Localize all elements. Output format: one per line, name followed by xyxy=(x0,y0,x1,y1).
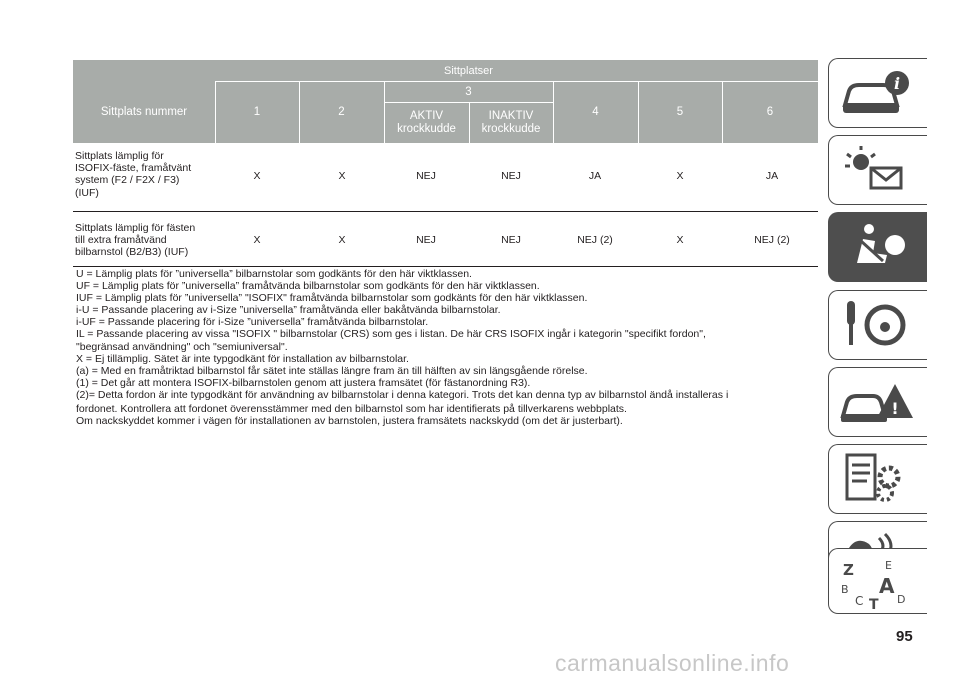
svg-text:T: T xyxy=(869,597,879,611)
alphabetical-index-icon xyxy=(839,555,919,611)
row-label xyxy=(75,222,220,259)
table-cell: NEJ xyxy=(416,234,436,246)
nav-tab-safety[interactable] xyxy=(828,212,927,282)
svg-text:A: A xyxy=(879,574,895,598)
col-header-3-inactive xyxy=(469,103,553,143)
row-divider xyxy=(73,266,818,267)
row-label-line: ISOFIX-fäste, framåtvänt xyxy=(75,162,192,175)
warning-light-message-icon xyxy=(839,142,919,198)
note-line: (a) = Med en framåtriktad bilbarnstol får sätet inte ställas längre fram än till hälften av sin längsgående rörelse. xyxy=(76,365,588,378)
note-line: (1) = Det går att montera ISOFIX-bilbarnstolen genom att justera framsätet (för fästanordning R3). xyxy=(76,377,531,390)
note-line: fordonet. Kontrollera att fordonet överensstämmer med den bilbarnstol som har identifierats på tillverkarens webbplats. xyxy=(76,402,627,415)
legend-notes xyxy=(76,269,821,428)
row-label-line: till extra framåtvänd xyxy=(75,234,167,247)
row-label-line: (IUF) xyxy=(75,186,99,199)
page-number: 95 xyxy=(896,628,913,645)
table-cell: JA xyxy=(588,170,602,182)
svg-text:C: C xyxy=(855,594,864,608)
table-cell: X xyxy=(253,170,261,182)
seat-airbag-safety-icon xyxy=(839,219,919,275)
inactive-label: INAKTIV xyxy=(488,110,534,122)
note-line: IL = Passande placering av vissa "ISOFIX " bilbarnstolar (CRS) som ges i listan. De här CRS ISOFIX ingår i kategorin "specifikt fordon", xyxy=(76,327,706,340)
col-header-6: 6 xyxy=(766,105,774,118)
note-line: X = Ej tillämplig. Sätet är inte typgodkänt för installation av bilbarnstolar. xyxy=(76,353,409,366)
table-cell: NEJ (2) xyxy=(577,234,613,246)
svg-text:B: B xyxy=(841,583,849,596)
car-info-icon xyxy=(839,65,919,121)
note-line: i-U = Passande placering av i-Size ”universella” framåtvända eller bakåtvända bilbarnstolar. xyxy=(76,303,501,316)
col-header-2: 2 xyxy=(338,105,345,118)
svg-text:!: ! xyxy=(891,399,899,418)
note-line: U = Lämplig plats för ”universella” bilbarnstolar som godkänts för den här viktklassen. xyxy=(76,268,472,280)
nav-tab-maintenance[interactable] xyxy=(828,444,927,514)
maintenance-gears-icon xyxy=(839,451,919,507)
watermark: carmanualsonline.info xyxy=(555,650,790,676)
table-cell: X xyxy=(676,170,684,182)
col-header-4: 4 xyxy=(592,105,599,118)
table-cell: NEJ xyxy=(501,170,521,182)
note-line: IUF = Lämplig plats för ”universella” "ISOFIX" framåtvända bilbarnstolar som godkänts för den här viktklassen. xyxy=(76,291,588,304)
table-cell: NEJ xyxy=(501,234,521,246)
row-label-line: system (F2 / F2X / F3) xyxy=(75,174,180,187)
col-header-5: 5 xyxy=(676,105,684,118)
col-header-1: 1 xyxy=(253,105,261,118)
note-line: Om nackskyddet kommer i vägen för installationen av barnstolen, justera framsätets nackskydd (om det är justerbart). xyxy=(76,414,623,427)
nav-tab-vehicle-info[interactable] xyxy=(828,58,927,128)
table-cell: NEJ (2) xyxy=(754,234,790,246)
table-cell: X xyxy=(253,234,261,246)
row-label-line: Sittplats lämplig för fästen xyxy=(75,222,196,234)
nav-tab-warning-lights[interactable] xyxy=(828,135,927,205)
table-title: Sittplatser xyxy=(444,64,493,77)
seat-number-header: Sittplats nummer xyxy=(100,105,188,118)
table-cell: X xyxy=(338,234,346,246)
row-label xyxy=(75,150,220,199)
svg-text:E: E xyxy=(885,559,892,572)
col-header-3: 3 xyxy=(465,85,472,98)
note-line: i-UF = Passande placering för i-Size ”universella” framåtvända bilbarnstolar. xyxy=(76,315,429,328)
key-steering-wheel-icon xyxy=(839,297,919,353)
table-cell: X xyxy=(338,170,346,182)
airbag-label: krockkudde xyxy=(481,123,541,135)
nav-tab-emergency[interactable] xyxy=(828,367,927,437)
svg-text:D: D xyxy=(897,593,906,606)
nav-tab-starting-driving[interactable] xyxy=(828,290,927,360)
col-header-3-active xyxy=(384,103,469,143)
airbag-label: krockkudde xyxy=(397,123,456,135)
table-cell: JA xyxy=(765,170,779,182)
svg-text:Z: Z xyxy=(843,561,854,579)
note-line: (2)= Detta fordon är inte typgodkänt för användning av bilbarnstolar i denna kategori. Trots det kan denna typ av bilbarnstol ändå installeras i xyxy=(76,389,729,402)
active-label: AKTIV xyxy=(409,110,444,122)
table-cell: NEJ xyxy=(416,170,436,182)
emergency-crash-icon xyxy=(839,374,919,430)
note-line: UF = Lämplig plats för ”universella” framåtvända bilbarnstolar som godkänts för den här viktklassen. xyxy=(76,279,540,292)
table-cell: X xyxy=(676,234,684,246)
note-line: "begränsad användning" och "semiuniversal". xyxy=(76,341,288,354)
nav-tab-alphabetical-index[interactable] xyxy=(828,548,927,614)
row-label-line: bilbarnstol (B2/B3) (IUF) xyxy=(75,246,189,259)
row-divider xyxy=(73,211,818,212)
svg-text:i: i xyxy=(893,74,901,93)
row-label-line: Sittplats lämplig för xyxy=(75,150,164,162)
